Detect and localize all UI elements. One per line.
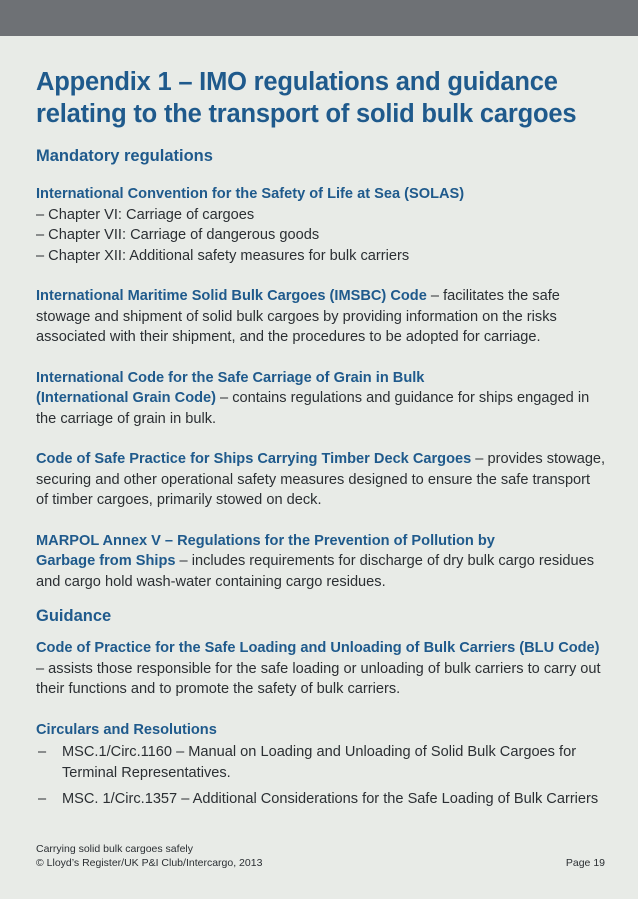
imsbc-text: – facilitates the safe stowage and shipment of solid bulk cargoes by providing information on the risks associated with their shipment, and the procedures to be adopted for carriage. xyxy=(36,288,560,345)
page-title-line-2: relating to the transport of solid bulk cargoes xyxy=(36,100,577,128)
circulars-title: Circulars and Resolutions xyxy=(36,721,217,738)
solas-item: – Chapter VII: Carriage of dangerous goods xyxy=(36,227,320,243)
footer-copyright: © Lloyd’s Register/UK P&I Club/Intercargo, 2013 xyxy=(36,857,263,869)
imsbc-paragraph xyxy=(36,286,606,348)
page-title-line-1: Appendix 1 – IMO regulations and guidance xyxy=(36,68,558,96)
imsbc-title: International Maritime Solid Bulk Cargoes (IMSBC) Code xyxy=(36,288,427,304)
blu-text: – assists those responsible for the safe loading or unloading of bulk carriers to carry out their functions and to promote the safety of bulk carriers. xyxy=(36,660,601,697)
page-number: Page 19 xyxy=(565,857,605,869)
blu-paragraph xyxy=(36,638,606,700)
grain-title-line-2: (International Grain Code) xyxy=(36,390,216,406)
solas-title: International Convention for the Safety of Life at Sea (SOLAS) xyxy=(36,186,465,202)
mandatory-heading: Mandatory regulations xyxy=(36,147,213,165)
footer-publication: Carrying solid bulk cargoes safely xyxy=(36,843,193,855)
dash-bullet: – xyxy=(38,791,47,807)
solas-item: – Chapter XII: Additional safety measures for bulk carriers xyxy=(36,247,410,264)
dash-bullet: – xyxy=(38,744,47,760)
grain-title-line-1: International Code for the Safe Carriage of Grain in Bulk xyxy=(36,369,425,386)
page-content xyxy=(36,66,606,816)
marpol-title-line-2: Garbage from Ships xyxy=(36,553,176,569)
circulars-list xyxy=(36,742,606,810)
marpol-paragraph xyxy=(36,531,606,593)
timber-title: Code of Safe Practice for Ships Carrying Timber Deck Cargoes xyxy=(36,451,472,467)
timber-paragraph xyxy=(36,449,606,511)
marpol-text: – includes requirements for discharge of dry bulk cargo residues and cargo hold wash-water containing cargo residues. xyxy=(36,553,595,590)
timber-text: – provides stowage, securing and other operational safety measures designed to ensure the safe transport of timber cargoes, primarily stowed on deck. xyxy=(36,451,606,508)
list-item xyxy=(36,789,606,810)
header-bar xyxy=(0,0,638,36)
solas-item: – Chapter VI: Carriage of cargoes xyxy=(36,206,255,223)
grain-text: – contains regulations and guidance for ships engaged in the carriage of grain in bulk. xyxy=(36,390,590,427)
solas-section xyxy=(36,184,606,266)
marpol-title-line-1: MARPOL Annex V – Regulations for the Prevention of Pollution by xyxy=(36,532,495,549)
page-title xyxy=(36,66,606,130)
grain-paragraph xyxy=(36,368,606,430)
page-footer xyxy=(36,842,605,870)
guidance-heading: Guidance xyxy=(36,607,112,625)
circular-text: MSC.1/Circ.1160 – Manual on Loading and Unloading of Solid Bulk Cargoes for Terminal Representatives. xyxy=(62,744,577,781)
circular-text: MSC. 1/Circ.1357 – Additional Considerations for the Safe Loading of Bulk Carriers xyxy=(62,791,599,807)
blu-title: Code of Practice for the Safe Loading and Unloading of Bulk Carriers (BLU Code) xyxy=(36,640,600,656)
circulars-section xyxy=(36,720,606,810)
list-item xyxy=(36,742,606,783)
